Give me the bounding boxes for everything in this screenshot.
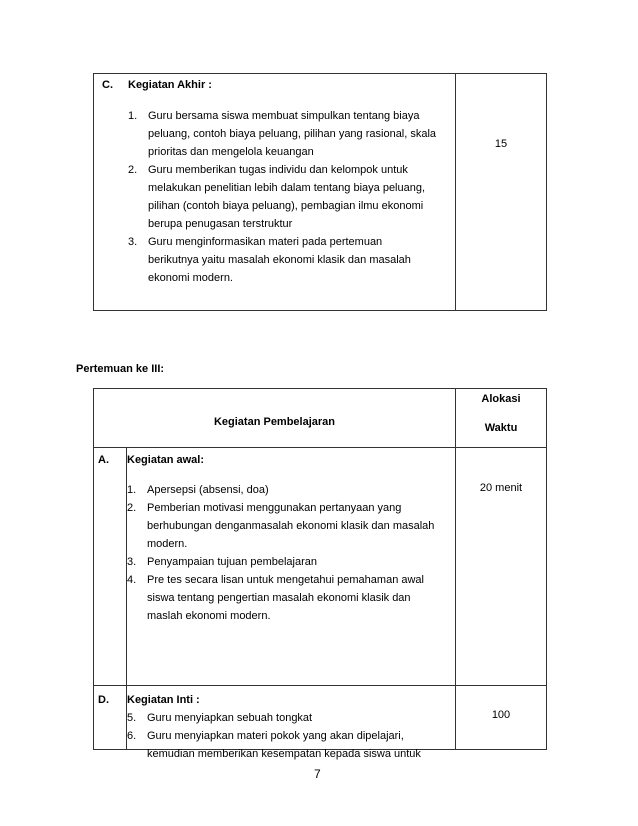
list-item-number: 2. (128, 164, 138, 176)
list-item-number: 3. (128, 236, 138, 248)
list-item (128, 161, 453, 233)
time-cell (456, 74, 547, 311)
activity-list (128, 107, 453, 287)
list-item-line: prioritas dan mengelola keuangan (148, 146, 314, 158)
list-item (127, 571, 453, 625)
list-item-line: Guru menginformasikan materi pada pertemuan (148, 236, 383, 248)
list-item-line: Penyampaian tujuan pembelajaran (147, 556, 318, 568)
list-item-line: Guru bersama siswa membuat simpulkan tentang biaya (148, 110, 420, 122)
time-cell (456, 686, 547, 750)
list-item-line: Apersepsi (absensi, doa) (147, 484, 269, 496)
section-letter: A. (98, 454, 109, 466)
time-cell (456, 448, 547, 686)
list-item-line: Guru menyiapkan materi pokok yang akan dipelajari, (147, 730, 404, 742)
list-item (127, 727, 453, 763)
list-item (127, 481, 453, 499)
time-allocation: 15 (494, 138, 508, 150)
header-alloc-cell (456, 389, 547, 448)
activity-cell (127, 686, 456, 760)
activity-cell (94, 74, 456, 311)
list-item-line: Pre tes secara lisan untuk mengetahui pemahaman awal (147, 574, 424, 586)
activity-list (127, 481, 453, 625)
list-item-line: modern. (147, 538, 188, 550)
list-item-number: 2. (127, 502, 137, 514)
page-number: 7 (314, 767, 321, 781)
list-item-line: maslah ekonomi modern. (147, 610, 271, 622)
list-item-line: siswa tentang pengertian masalah ekonomi klasik dan (147, 592, 411, 604)
list-item-line: Guru memberikan tugas individu dan kelompok untuk (148, 164, 408, 176)
time-allocation: 100 (491, 709, 511, 721)
list-item-number: 1. (127, 484, 137, 496)
list-item-line: kemudian memberikan kesempatan kepada siswa untuk (147, 748, 421, 760)
activity-table-akhir (93, 73, 547, 311)
list-item-number: 5. (127, 712, 137, 724)
list-item-line: berikutnya yaitu masalah ekonomi klasik dan masalah (148, 254, 411, 266)
list-item-line: berupa penugasan terstruktur (148, 218, 293, 230)
section-title: Kegiatan Akhir : (128, 79, 212, 91)
section-letter-cell (94, 448, 127, 686)
list-item (128, 107, 453, 161)
section-letter: C. (102, 79, 113, 91)
time-allocation: 20 menit (479, 482, 523, 494)
header-alloc-line2: Waktu (484, 422, 518, 434)
section-title: Kegiatan Inti : (127, 694, 200, 706)
list-item-number: 6. (127, 730, 137, 742)
list-item (127, 709, 453, 727)
list-item-number: 1. (128, 110, 138, 122)
section-letter-cell (94, 686, 127, 750)
list-item-line: melakukan penelitian lebih dalam tentang biaya peluang, (148, 182, 426, 194)
list-item-line: berhubungan denganmasalah ekonomi klasik dan masalah (147, 520, 435, 532)
list-item-line: peluang, contoh biaya peluang, pilihan yang rasional, skala (148, 128, 437, 140)
list-item-line: Pemberian motivasi menggunakan pertanyaan yang (147, 502, 402, 514)
list-item-line: pilihan (contoh biaya peluang), pembagian ilmu ekonomi (148, 200, 424, 212)
list-item-line: Guru menyiapkan sebuah tongkat (147, 712, 313, 724)
section-letter: D. (98, 694, 109, 706)
header-activity: Kegiatan Pembelajaran (213, 416, 336, 428)
activity-table-pertemuan-3 (93, 388, 547, 760)
header-activity-cell (94, 389, 456, 448)
activity-list (127, 709, 453, 763)
list-item (128, 233, 453, 287)
header-alloc-line1: Alokasi (481, 393, 521, 405)
list-item-number: 4. (127, 574, 137, 586)
activity-cell (127, 448, 456, 686)
list-item-number: 3. (127, 556, 137, 568)
list-item (127, 553, 453, 571)
section-title: Kegiatan awal: (127, 454, 205, 466)
list-item (127, 499, 453, 553)
meeting-heading: Pertemuan ke III: (76, 363, 165, 375)
list-item-line: ekonomi modern. (148, 272, 233, 284)
